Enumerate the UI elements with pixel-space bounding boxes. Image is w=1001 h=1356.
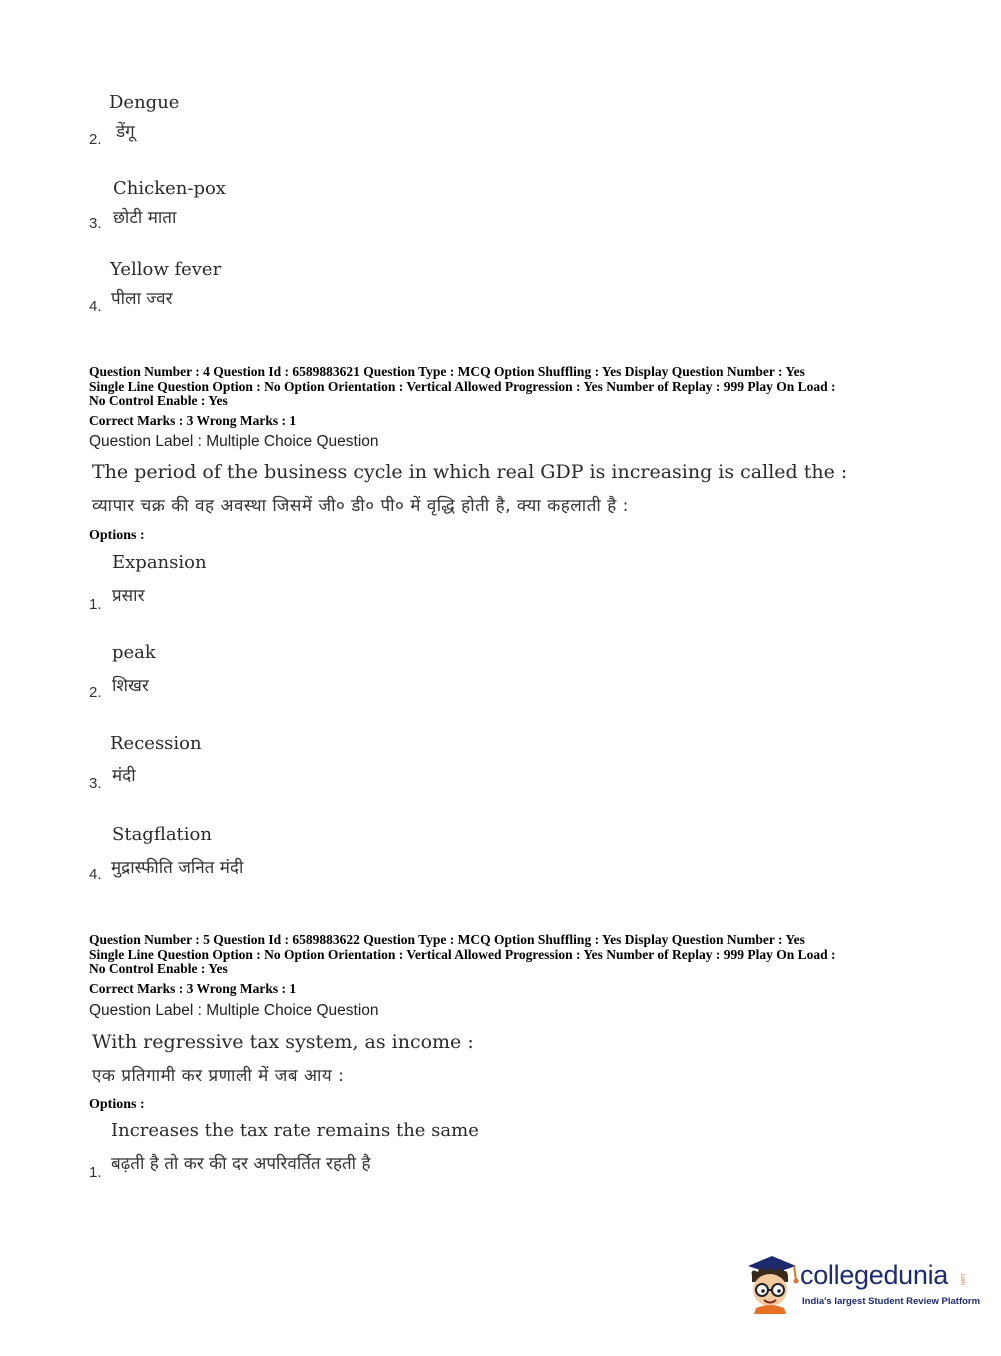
q4-option-1-number: 1. <box>89 596 102 613</box>
option-2-en: Dengue <box>109 92 180 113</box>
q4-meta-line-2: Single Line Question Option : No Option Orientation : Vertical Allowed Progression : Yes Number of Replay : 999 Play On Load : <box>89 378 836 394</box>
logo-suffix: .com <box>959 1272 965 1286</box>
q4-question-text-en: The period of the business cycle in which real GDP is increasing is called the : <box>92 461 848 483</box>
collegedunia-logo <box>742 1252 981 1314</box>
q5-option-1-en: Increases the tax rate remains the same <box>111 1120 479 1141</box>
q5-meta-line-1: Question Number : 5 Question Id : 6589883622 Question Type : MCQ Option Shuffling : Yes Display Question Number : Yes <box>89 932 805 947</box>
option-4-en: Yellow fever <box>110 259 222 280</box>
option-4-hi: पीला ज्वर <box>111 289 173 309</box>
option-3-hi: छोटी माता <box>113 208 177 228</box>
q5-meta-line-2: Single Line Question Option : No Option Orientation : Vertical Allowed Progression : Yes Number of Replay : 999 Play On Load : <box>89 946 836 962</box>
q5-marks: Correct Marks : 3 Wrong Marks : 1 <box>89 981 297 996</box>
q4-option-2-number: 2. <box>89 684 102 701</box>
q5-options-heading: Options : <box>89 1097 145 1112</box>
q5-question-text-hi: एक प्रतिगामी कर प्रणाली में जब आय : <box>92 1066 345 1086</box>
q4-option-3-hi: मंदी <box>112 766 136 786</box>
q4-option-4-en: Stagflation <box>112 824 212 845</box>
q4-meta-line-1: Question Number : 4 Question Id : 6589883621 Question Type : MCQ Option Shuffling : Yes Display Question Number : Yes <box>89 364 805 379</box>
option-3-en: Chicken-pox <box>113 178 226 199</box>
logo-tagline: India's largest Student Review Platform <box>802 1296 981 1307</box>
q5-meta <box>89 933 919 977</box>
q4-question-text-hi: व्यापार चक्र की वह अवस्था जिसमें जी० डी० पी० में वृद्धि होती है, क्या कहलाती है : <box>92 496 629 516</box>
q5-option-1-hi: बढ़ती है तो कर की दर अपरिवर्तित रहती है <box>111 1154 371 1174</box>
q4-meta <box>89 365 919 409</box>
q4-option-4-hi: मुद्रास्फीति जनित मंदी <box>111 858 244 878</box>
option-2-hi: डेंगू <box>116 122 135 142</box>
q5-question-text-en: With regressive tax system, as income : <box>92 1031 474 1053</box>
q5-meta-line-3: No Control Enable : Yes <box>89 961 228 976</box>
logo-wordmark: collegedunia <box>800 1260 949 1290</box>
option-3-number: 3. <box>89 215 102 232</box>
q4-question-label: Question Label : Multiple Choice Question <box>89 433 379 450</box>
q4-meta-line-3: No Control Enable : Yes <box>89 393 228 408</box>
option-2-number: 2. <box>89 131 102 148</box>
q4-option-3-number: 3. <box>89 775 102 792</box>
q4-option-2-en: peak <box>112 642 156 663</box>
q4-option-3-en: Recession <box>110 733 202 754</box>
q4-option-2-hi: शिखर <box>112 676 149 696</box>
graduate-cartoon-icon <box>742 1252 800 1314</box>
option-4-number: 4. <box>89 298 102 315</box>
q4-options-heading: Options : <box>89 528 145 543</box>
q4-option-4-number: 4. <box>89 866 102 883</box>
q4-option-1-hi: प्रसार <box>112 586 145 606</box>
q4-option-1-en: Expansion <box>112 552 207 573</box>
q5-question-label: Question Label : Multiple Choice Question <box>89 1002 379 1019</box>
q5-option-1-number: 1. <box>89 1164 102 1181</box>
q4-marks: Correct Marks : 3 Wrong Marks : 1 <box>89 413 297 428</box>
